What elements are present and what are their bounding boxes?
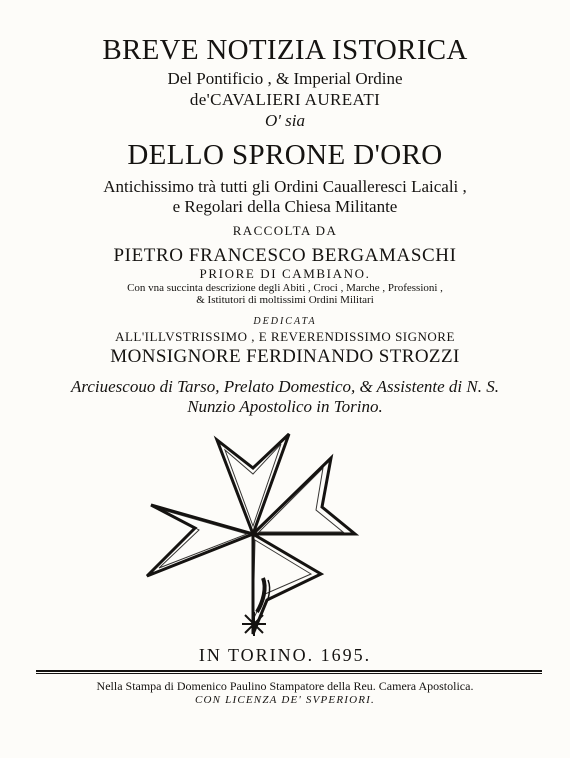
place-and-date: IN TORINO. 1695.: [198, 645, 372, 665]
author-name: PIETRO FRANCESCO BERGAMASCHI: [113, 245, 457, 266]
title-line-5: DELLO SPRONE D'ORO: [127, 139, 443, 171]
dedicatee-name: MONSIGNORE FERDINANDO STROZZI: [110, 346, 460, 367]
dedication-line-1: ALL'ILLVSTRISSIMO , E REVERENDISSIMO SIGNORE: [115, 329, 455, 344]
dedicatee-titles-line-1: Arciuescouo di Tarso, Prelato Domestico, & Assistente di N. S.: [71, 377, 499, 396]
dedicatee-titles-line-2: Nunzio Apostolico in Torino.: [187, 397, 383, 416]
description-line-1: Antichissimo trà tutti gli Ordini Caualleresci Laicali ,: [103, 177, 467, 196]
maltese-cross-with-spur-icon: [135, 428, 375, 638]
dedicata-label: DEDICATA: [253, 316, 317, 327]
imprint-rule-thin: [36, 673, 542, 674]
title-line-2: Del Pontificio , & Imperial Ordine: [167, 69, 403, 88]
contents-line-2: & Istitutori di moltissimi Ordini Militari: [196, 294, 374, 306]
raccolta-label: RACCOLTA DA: [232, 223, 338, 238]
printer-line: Nella Stampa di Domenico Paulino Stampatore della Reu. Camera Apostolica.: [96, 679, 474, 693]
title-line-4: O' sia: [264, 111, 305, 130]
description-line-2: e Regolari della Chiesa Militante: [172, 197, 398, 216]
author-title: PRIORE DI CAMBIANO.: [199, 266, 371, 281]
contents-line-1: Con vna succinta descrizione degli Abiti , Croci , Marche , Professioni ,: [127, 282, 443, 294]
imprint-rule-thick: [36, 670, 542, 672]
title-line-1: BREVE NOTIZIA ISTORICA: [102, 34, 468, 66]
title-line-3: de'CAVALIERI AUREATI: [189, 90, 381, 109]
license-line: CON LICENZA DE' SVPERIORI.: [194, 694, 375, 706]
